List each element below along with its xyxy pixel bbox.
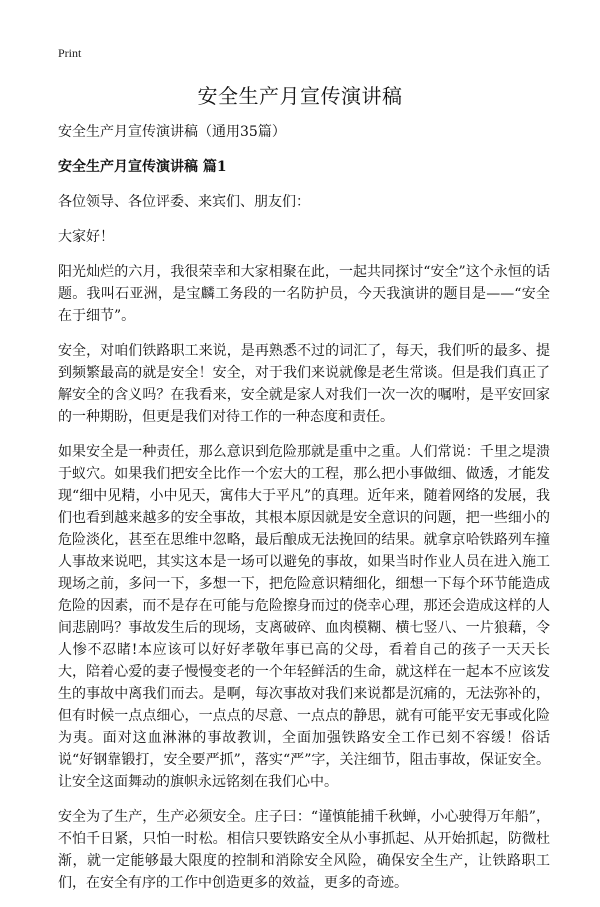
print-link[interactable]: Print [58,46,82,60]
intro-paragraph: 阳光灿烂的六月，我很荣幸和大家相聚在此，一起共同探讨“安全”这个永恒的话题。我叫石亚洲，是宝麟工务段的一名防护员，今天我演讲的题目是——“安全在于细节”。 [58,264,550,324]
document-body [58,121,550,907]
document-subtitle: 安全生产月宣传演讲稿（通用35篇） [58,124,286,140]
greeting-paragraph: 大家好！ [58,229,114,245]
body-paragraph-1: 安全，对咱们铁路职工来说，是再熟悉不过的词汇了，每天，我们听的最多、提到频繁最高的就是安全！安全，对于我们来说就像是老生常谈。但是我们真正了解安全的含义吗？在我看来，安全就是家人对我们一次一次的嘱咐，是平安回家的一种期盼，但更是我们对待工作的一种态度和责任。 [58,343,550,425]
salutation-paragraph: 各位领导、各位评委、来宾们、朋友们： [58,194,310,210]
body-paragraph-2: 如果安全是一种责任，那么意识到危险那就是重中之重。人们常说：千里之堤溃于蚁穴。如果我们把安全比作一个宏大的工程，那么把小事做细、做透，才能发现“细中见精，小中见天，寓伟大于平凡”的真理。近年来，随着网络的发展，我们也看到越来越多的安全事故，其根本原因就是安全意识的问题，把一些细小的危险淡化，甚至在思维中忽略，最后酿成无法挽回的结果。就拿京哈铁路列车撞人事故来说吧，其实这本是一场可以避免的事故，如果当时作业人员在进入施工现场之前，多问一下，多想一下，把危险意识精细化，细想一下每个环节能造成危险的因素，而不是存在可能与危险擦身而过的侥幸心理，那还会造成这样的人间悲剧吗？事故发生后的现场，支离破碎、血肉模糊、横七竖八、一片狼藉，令人惨不忍睹!本应该可以好好孝敬年事已高的父母，看着自己的孩子一天天长大，陪着心爱的妻子慢慢变老的一个年轻鲜活的生命，就这样在一起本不应该发生的事故中离我们而去。是啊，每次事故对我们来说都是沉痛的，无法弥补的，但有时候一点点细心，一点点的尽意、一点点的静思，就有可能平安无事或化险为夷。面对这血淋淋的事故教训，全面加强铁路安全工作已刻不容缓！俗话说“好钢靠锻打，安全要严抓”，落实“严”字，关注细节，阻击事故，保证安全。让安全这面舞动的旗帜永远铭刻在我们心中。 [58,444,550,790]
section-heading: 安全生产月宣传演讲稿 篇1 [58,159,227,175]
page-title: 安全生产月宣传演讲稿 [197,84,403,108]
body-paragraph-3: 安全为了生产，生产必须安全。庄子曰：“谨慎能捕千秋蝉，小心驶得万年船”，不怕千日紧，只怕一时松。相信只要铁路安全从小事抓起、从开始抓起，防微杜渐，就一定能够最大限度的控制和消除安全风险，确保安全生产，让铁路职工们，在安全有序的工作中创造更多的效益，更多的奇迹。 [58,809,550,891]
